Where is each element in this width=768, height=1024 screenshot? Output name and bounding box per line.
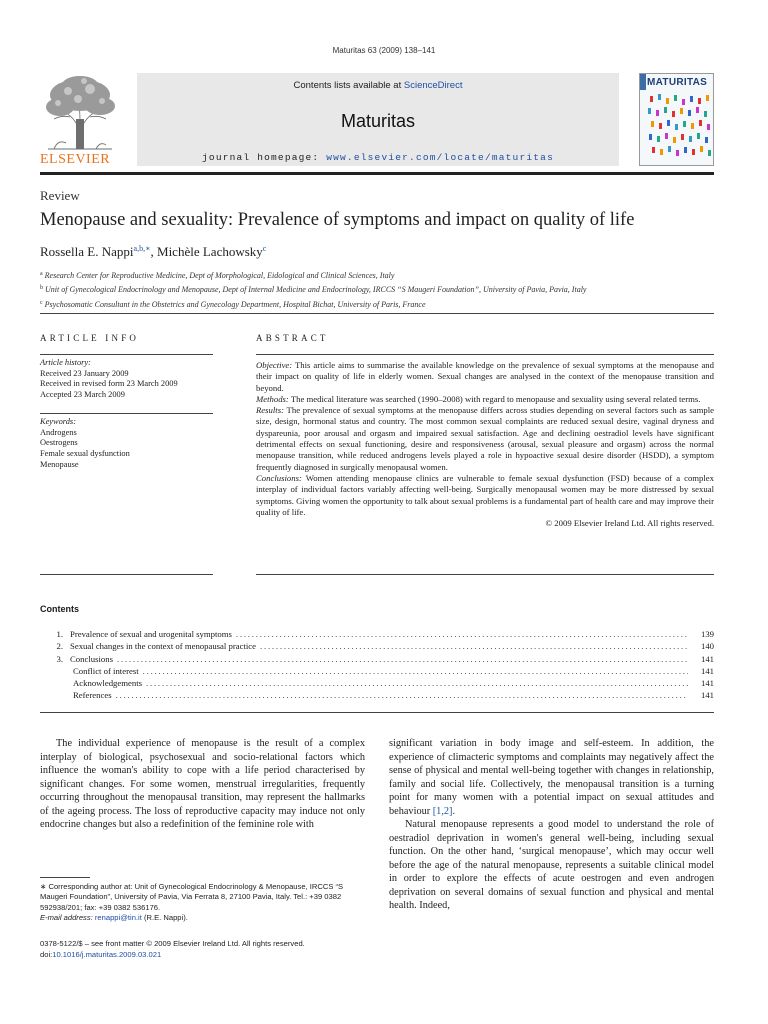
keyword-item[interactable]: Menopause bbox=[40, 459, 79, 469]
citation-link[interactable]: [1,2] bbox=[432, 805, 453, 817]
keywords-label: Keywords: bbox=[40, 417, 76, 426]
table-of-contents bbox=[40, 628, 714, 702]
toc-page: 140 bbox=[700, 641, 714, 652]
sciencedirect-link[interactable]: ScienceDirect bbox=[403, 80, 463, 91]
abstract-rule bbox=[256, 354, 714, 355]
paragraph-text: significant variation in body image and self-esteem. In addition, the experience of climacteric symptoms and complaints may negatively affect the sense of physical and mental well-being together with changes in relationship, family and social life. Collectively, the menopausal transition is a turning point for many women with a potential impact on sexual attitudes and behaviour bbox=[389, 738, 714, 817]
elsevier-wordmark: ELSEVIER bbox=[40, 152, 111, 167]
keyword-item[interactable]: Oestrogens bbox=[40, 438, 78, 448]
email-suffix: (R.E. Nappi). bbox=[141, 913, 188, 923]
keywords bbox=[40, 417, 130, 471]
author-name: Rossella E. Nappi bbox=[40, 244, 134, 259]
conclusions-text: Women attending menopause clinics are vulnerable to female sexual dysfunction (FSD) because of a complex interplay of individual factors variably affecting well-being. Surgically menopausal women may be more distressed by sexual symptoms. Giving women the opportunity to talk about sexual problems is a fundamental part of health care and may improve their quality of life. bbox=[256, 472, 714, 517]
affiliation-marker: b bbox=[40, 285, 43, 292]
contents-available bbox=[137, 80, 619, 91]
email-link[interactable]: renappi@tin.it bbox=[94, 913, 142, 923]
article-type: Review bbox=[40, 188, 80, 203]
history-label: Article history: bbox=[40, 358, 91, 367]
abstract-body bbox=[256, 360, 714, 529]
contents-prefix: Contents lists available at bbox=[293, 80, 404, 91]
homepage-prefix: journal homepage: bbox=[202, 152, 327, 163]
history-item: Received in revised form 23 March 2009 bbox=[40, 379, 178, 389]
journal-reference: Maturitas 63 (2009) 138–141 bbox=[332, 46, 436, 55]
header-divider bbox=[40, 172, 714, 175]
contents-bottom-rule bbox=[40, 712, 714, 713]
results-text: The prevalence of sexual symptoms at the menopause differs across studies depending on several factors such as sample size, design, hormonal status and country. The most common sexual complaints are reduced sexual desire, vaginal dryness and dyspareunia, poor arousal and orgasm and impaired sexual satisfaction. Age and declining oestradiol levels have significant detrimental effects on sexual functioning, desire and responsiveness (arousal, sexual pleasure and orgasm) across the normal menopause transition, while reduced androgens levels played a role in hypoactive sexual desire disorder (HSDD), a symptom frequently diagnosed in surgically menopausal women. bbox=[256, 405, 714, 472]
toc-item[interactable] bbox=[40, 677, 714, 689]
body-paragraph bbox=[389, 737, 714, 818]
body-column-left bbox=[40, 737, 365, 832]
copyright: © 2009 Elsevier Ireland Ltd. All rights reserved. bbox=[545, 518, 714, 529]
toc-title[interactable]: Conclusions bbox=[70, 653, 113, 664]
body-column-right bbox=[389, 737, 714, 913]
toc-leader bbox=[146, 677, 688, 689]
affiliation-item bbox=[40, 268, 586, 282]
results-label: Results: bbox=[256, 405, 284, 416]
affiliation-text: Psychosomatic Consultant in the Obstetrics and Gynecology Department, Hospital Bichat, University of Paris, France bbox=[44, 299, 426, 309]
journal-banner bbox=[40, 73, 714, 166]
journal-name: Maturitas bbox=[340, 111, 416, 131]
toc-item[interactable] bbox=[40, 653, 714, 665]
article-history bbox=[40, 358, 178, 401]
keyword-item[interactable]: Androgens bbox=[40, 427, 77, 437]
abstract-conclusions bbox=[256, 473, 714, 518]
toc-leader bbox=[117, 653, 688, 665]
toc-title[interactable]: Sexual changes in the context of menopausal practice bbox=[70, 641, 256, 652]
toc-page: 141 bbox=[700, 665, 714, 676]
methods-label: Methods: bbox=[256, 393, 289, 404]
cover-pattern-icon bbox=[640, 74, 714, 166]
author-name: Michèle Lachowsky bbox=[157, 244, 263, 259]
toc-title[interactable]: Acknowledgements bbox=[73, 678, 142, 689]
author-separator: , bbox=[150, 244, 158, 259]
author-affiliation-link[interactable]: c bbox=[262, 244, 267, 253]
publication-info bbox=[40, 938, 305, 960]
toc-item[interactable] bbox=[40, 665, 714, 677]
doi-line bbox=[40, 949, 305, 960]
body-paragraph: Natural menopause represents a good model to understand the role of oestradiol deprivation in women's general well-being, including sexual function. On the other hand, ‘surgical menopause’, which may occur well before the age of the natural menopause, represents a suitable clinical model in order to explore the effects of acute oestrogen and even androgen deprivation on several domains of sexual function and physical and mental health. Indeed, bbox=[389, 819, 714, 911]
toc-number: 1. bbox=[56, 629, 63, 639]
toc-item[interactable] bbox=[40, 628, 714, 640]
toc-title[interactable]: Prevalence of sexual and urogenital symptoms bbox=[70, 629, 232, 639]
keyword-item[interactable]: Female sexual dysfunction bbox=[40, 449, 130, 459]
toc-title[interactable]: Conflict of interest bbox=[73, 665, 139, 676]
article-info-bottom-rule bbox=[40, 574, 213, 575]
abstract-heading: ABSTRACT bbox=[256, 333, 329, 343]
footnote-rule bbox=[40, 877, 90, 878]
author-list bbox=[40, 244, 266, 260]
doi-link[interactable]: 10.1016/j.maturitas.2009.03.021 bbox=[52, 950, 162, 959]
issn-line: 0378-5122/$ – see front matter © 2009 Elsevier Ireland Ltd. All rights reserved. bbox=[40, 939, 305, 948]
history-item: Accepted 23 March 2009 bbox=[40, 390, 125, 400]
body-paragraph: The individual experience of menopause is the result of a complex interplay of biological, psychosexual and socio-relational factors which influence the woman's ability to cope with a life period characterised by significant changes. For some women, menstrual irregularities, frequently occurring throughout the menopausal transition, may represent the hallmarks of the ageing process. The loss of reproductive capacity may induce not only endocrine changes but also a redefinition of the feminine role with bbox=[40, 738, 365, 830]
toc-leader bbox=[260, 640, 688, 652]
doi-label: doi: bbox=[40, 950, 53, 959]
affiliation-marker: a bbox=[40, 271, 43, 277]
history-item: Received 23 January 2009 bbox=[40, 368, 129, 378]
objective-text: This article aims to summarise the available knowledge on the prevalence of sexual symptoms at the menopause and their impact on quality of life in elderly women. Sexual changes are analysed in the context of the menopause transition and beyond. bbox=[256, 360, 714, 393]
author-affiliation-link[interactable]: a,b,∗ bbox=[133, 244, 151, 253]
abstract-results bbox=[256, 405, 714, 473]
homepage-link[interactable]: www.elsevier.com/locate/maturitas bbox=[326, 152, 554, 163]
corresponding-author-footnote bbox=[40, 882, 365, 924]
journal-info-panel bbox=[137, 73, 619, 166]
toc-leader bbox=[236, 628, 688, 640]
abstract-methods bbox=[256, 394, 714, 405]
affiliations bbox=[40, 268, 586, 311]
toc-page: 141 bbox=[700, 690, 714, 701]
footnote-email bbox=[40, 913, 365, 923]
toc-item[interactable] bbox=[40, 689, 714, 701]
elsevier-logo[interactable] bbox=[40, 73, 132, 166]
toc-page: 141 bbox=[700, 653, 714, 664]
toc-leader bbox=[116, 689, 688, 701]
affiliation-item bbox=[40, 282, 586, 296]
abstract-bottom-rule bbox=[256, 574, 714, 575]
section-divider bbox=[40, 313, 714, 314]
methods-text: The medical literature was searched (1990–2008) with regard to menopause and sexuality using several related terms. bbox=[288, 393, 701, 404]
toc-page: 141 bbox=[700, 678, 714, 689]
abstract-objective bbox=[256, 360, 714, 394]
toc-number: 2. bbox=[56, 641, 63, 652]
article-info-heading: ARTICLE INFO bbox=[40, 333, 140, 343]
affiliation-marker: c bbox=[40, 299, 43, 306]
article-title: Menopause and sexuality: Prevalence of symptoms and impact on quality of life bbox=[40, 210, 635, 230]
contents-heading: Contents bbox=[40, 604, 79, 614]
affiliation-text: Unit of Gynecological Endocrinology and Menopause, Dept of Internal Medicine and Endocrinology, IRCCS “S Maugeri Foundation”, University of Pavia, Pavia, Italy bbox=[45, 285, 587, 295]
keywords-rule bbox=[40, 413, 213, 414]
objective-label: Objective: bbox=[256, 360, 293, 370]
cover-title: MATURITAS bbox=[647, 77, 708, 88]
journal-cover-thumbnail[interactable] bbox=[639, 73, 714, 166]
conclusions-label: Conclusions: bbox=[256, 472, 302, 483]
article-info-rule bbox=[40, 354, 213, 355]
affiliation-item bbox=[40, 297, 586, 311]
toc-item[interactable] bbox=[40, 640, 714, 652]
footnote-text: ∗ Corresponding author at: Unit of Gynecological Endocrinology & Menopause, IRCCS “S Maugeri Foundation”, University of Pavia, Via Ferrata 8, 27100 Pavia, Italy. Tel.: +39 0382 592938/201; fax: +39 0382 536176. bbox=[40, 882, 344, 912]
email-label: E-mail address: bbox=[40, 913, 95, 923]
toc-title[interactable]: References bbox=[73, 690, 112, 701]
toc-number: 3. bbox=[56, 653, 63, 664]
journal-homepage bbox=[137, 152, 619, 163]
paragraph-end: . bbox=[452, 805, 456, 817]
elsevier-tree-icon bbox=[40, 73, 120, 151]
affiliation-text: Research Center for Reproductive Medicine, Dept of Morphological, Eidological and Clinical Sciences, Italy bbox=[44, 271, 395, 280]
toc-page: 139 bbox=[700, 629, 714, 639]
toc-leader bbox=[143, 665, 688, 677]
